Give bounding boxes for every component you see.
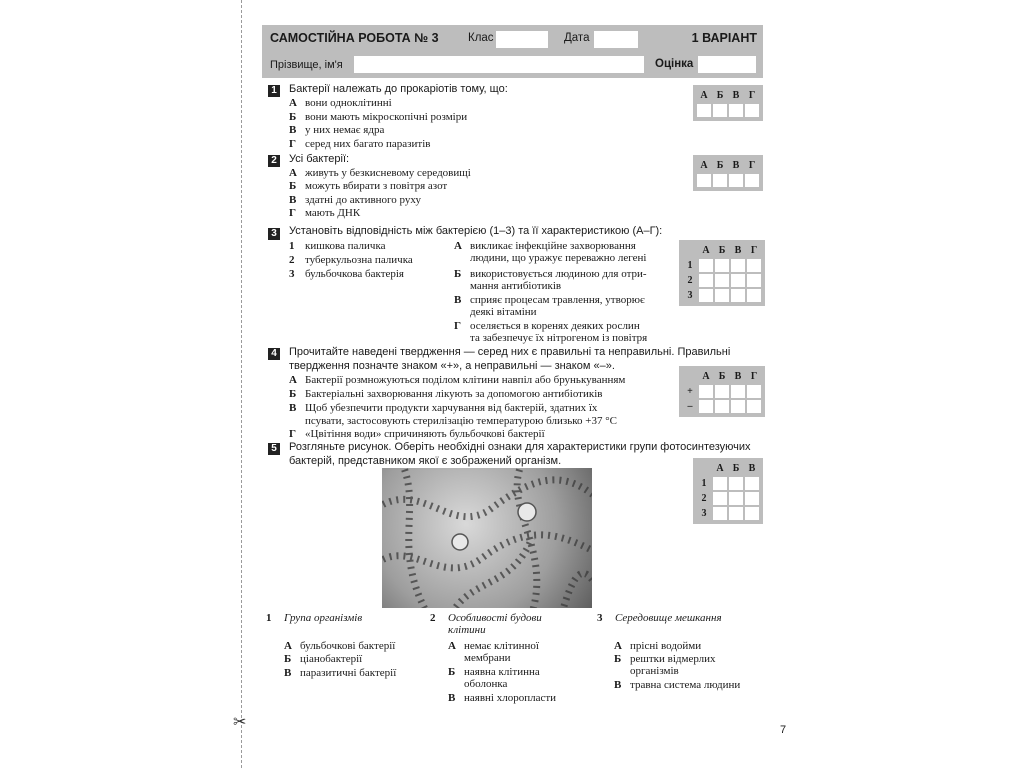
grid-row-label: 3 [687,290,693,301]
worksheet-header [262,25,763,78]
q5-column-2-header: 2 Особливості будови клітини [430,612,542,636]
question-number: 4 [268,348,280,360]
answer-cell[interactable] [731,259,745,272]
answer-cell[interactable] [745,174,759,187]
date-field[interactable] [594,31,638,48]
grid-col-label: Б [732,463,740,474]
answer-cell[interactable] [715,274,729,287]
answer-cell[interactable] [747,385,761,398]
q4-option: А Бактерії розмножуються поділом клітини навпіл або брунькуванням [289,374,626,386]
q5-col3-item: В травна система людини [614,679,741,691]
question-number: 3 [268,228,280,240]
cut-line [241,0,242,768]
variant-label: 1 ВАРІАНТ [691,31,757,45]
name-label: Прізвище, ім'я [270,59,343,71]
grid-col-label: Б [718,371,726,382]
grid-col-label: А [700,160,708,171]
score-label: Оцінка [655,58,694,70]
answer-grid-1 [693,85,763,121]
grid-col-label: В [734,245,742,256]
answer-cell[interactable] [747,259,761,272]
grid-col-label: А [702,245,710,256]
grid-col-label: Б [716,160,724,171]
class-field[interactable] [496,31,548,48]
answer-cell[interactable] [729,507,743,520]
answer-cell[interactable] [731,385,745,398]
q3-left-item: 1 кишкова паличка [289,240,386,252]
q5-col1-item: А бульбочкові бактерії [284,640,396,652]
q5-col1-item: Б ціанобактерії [284,653,363,665]
q4-option: В Щоб убезпечити продукти харчування від бактерій, здатних їх [289,402,598,414]
answer-grid-4 [679,366,765,417]
grid-row-label: 3 [701,508,707,519]
q5-col2-item: Б наявна клітинна оболонка [448,666,540,690]
q3-right-item: В сприяє процесам травлення, утворює деякі вітаміни [454,294,645,318]
grid-col-label: Г [750,245,758,256]
answer-cell[interactable] [699,274,713,287]
q1-option: Г серед них багато паразитів [289,138,431,150]
q4-option: Б Бактеріальні захворювання лікують за допомогою антибіотиків [289,388,603,400]
question-4-stem-cont: твердження позначте знаком «+», а неправильні — знаком «–». [289,360,615,372]
q1-option: Б вони мають мікроскопічні розміри [289,111,468,123]
answer-cell[interactable] [745,507,759,520]
date-label: Дата [564,32,590,44]
answer-cell[interactable] [747,400,761,413]
grid-row-label: 2 [701,493,707,504]
grid-row-label: – [687,401,693,412]
grid-col-label: А [702,371,710,382]
q1-option: В у них немає ядра [289,124,385,136]
grid-row-label: 1 [701,478,707,489]
answer-cell[interactable] [697,174,711,187]
answer-cell[interactable] [747,289,761,302]
grid-col-label: В [732,160,740,171]
question-2-stem: Усі бактерії: [289,153,350,165]
answer-grid-3 [679,240,765,306]
answer-grid-5 [693,458,763,524]
answer-cell[interactable] [729,477,743,490]
answer-cell[interactable] [747,274,761,287]
answer-cell[interactable] [699,400,713,413]
question-number: 1 [268,85,280,97]
answer-cell[interactable] [729,104,743,117]
q1-option: А вони одноклітинні [289,97,392,109]
worksheet-title: САМОСТІЙНА РОБОТА № 3 [270,31,439,45]
answer-cell[interactable] [699,259,713,272]
answer-cell[interactable] [715,289,729,302]
answer-cell[interactable] [729,174,743,187]
answer-cell[interactable] [713,477,727,490]
q5-col2-item: А немає клітинної мембрани [448,640,539,664]
answer-cell[interactable] [715,259,729,272]
answer-cell[interactable] [713,174,727,187]
q3-right-item: Г оселяється в коренях деяких рослин та забезпечує їх нітрогеном із повітря [454,320,648,344]
answer-cell[interactable] [731,274,745,287]
answer-cell[interactable] [699,289,713,302]
grid-col-label: Б [716,90,724,101]
answer-cell[interactable] [745,477,759,490]
grid-col-label: В [748,463,756,474]
answer-cell[interactable] [715,385,729,398]
q5-column-1-header: 1 Група організмів [266,612,363,624]
q2-option: В здатні до активного руху [289,194,421,206]
q5-column-3-header: 3 Середовище мешкання [597,612,722,624]
q3-left-item: 3 бульбочкова бактерія [289,268,404,280]
q4-option: Г «Цвітіння води» спричиняють бульбочкові бактерії [289,428,545,440]
page-number: 7 [780,724,787,736]
grid-col-label: Г [750,371,758,382]
question-number: 5 [268,443,280,455]
score-field[interactable] [698,56,756,73]
answer-cell[interactable] [713,104,727,117]
q2-option: Б можуть вбирати з повітря азот [289,180,448,192]
answer-grid-2 [693,155,763,191]
microscope-photo [382,468,592,608]
question-1-stem: Бактерії належать до прокаріотів тому, що: [289,83,508,95]
q5-col3-item: А прісні водойми [614,640,702,652]
grid-row-label: 2 [687,275,693,286]
answer-cell[interactable] [699,385,713,398]
q3-left-item: 2 туберкульозна паличка [289,254,413,266]
grid-col-label: Г [748,90,756,101]
q5-col2-item: В наявні хлоропласти [448,692,557,704]
q5-col3-item: Б рештки відмерлих організмів [614,653,716,677]
grid-col-label: А [700,90,708,101]
answer-cell[interactable] [731,400,745,413]
answer-cell[interactable] [729,492,743,505]
grid-col-label: Г [748,160,756,171]
answer-cell[interactable] [731,289,745,302]
q3-right-item: Б використовується людиною для отри- мання антибіотиків [454,268,647,292]
grid-row-label: + [687,386,693,397]
question-4-stem: Прочитайте наведені твердження — серед них є правильні та неправильні. Правильні [289,346,731,358]
q3-right-item: А викликає інфекційне захворювання людини, що уражує переважно легені [454,240,647,264]
q4-option: псувати, застосовують стерилізацію температурою близько +37 °С [305,415,617,427]
class-label: Клас [468,32,494,44]
q2-option: Г мають ДНК [289,207,361,219]
q5-col1-item: В паразитичні бактерії [284,667,397,679]
question-5-stem: Розгляньте рисунок. Оберіть необхідні ознаки для характеристики групи фотосинтезуючих [289,441,751,453]
question-3-stem: Установіть відповідність між бактерією (1–3) та її характеристикою (А–Г): [289,225,663,237]
q2-option: А живуть у безкисневому середовищі [289,167,471,179]
grid-col-label: В [732,90,740,101]
answer-cell[interactable] [745,104,759,117]
answer-cell[interactable] [715,400,729,413]
question-5-stem-cont: бактерій, представником якої є зображений організм. [289,455,562,467]
grid-col-label: В [734,371,742,382]
question-number: 2 [268,155,280,167]
grid-row-label: 1 [687,260,693,271]
grid-col-label: Б [718,245,726,256]
scissors-icon: ✂ [233,714,247,731]
answer-cell[interactable] [745,492,759,505]
answer-cell[interactable] [713,507,727,520]
grid-col-label: А [716,463,724,474]
answer-cell[interactable] [713,492,727,505]
answer-cell[interactable] [697,104,711,117]
name-field[interactable] [354,56,644,73]
